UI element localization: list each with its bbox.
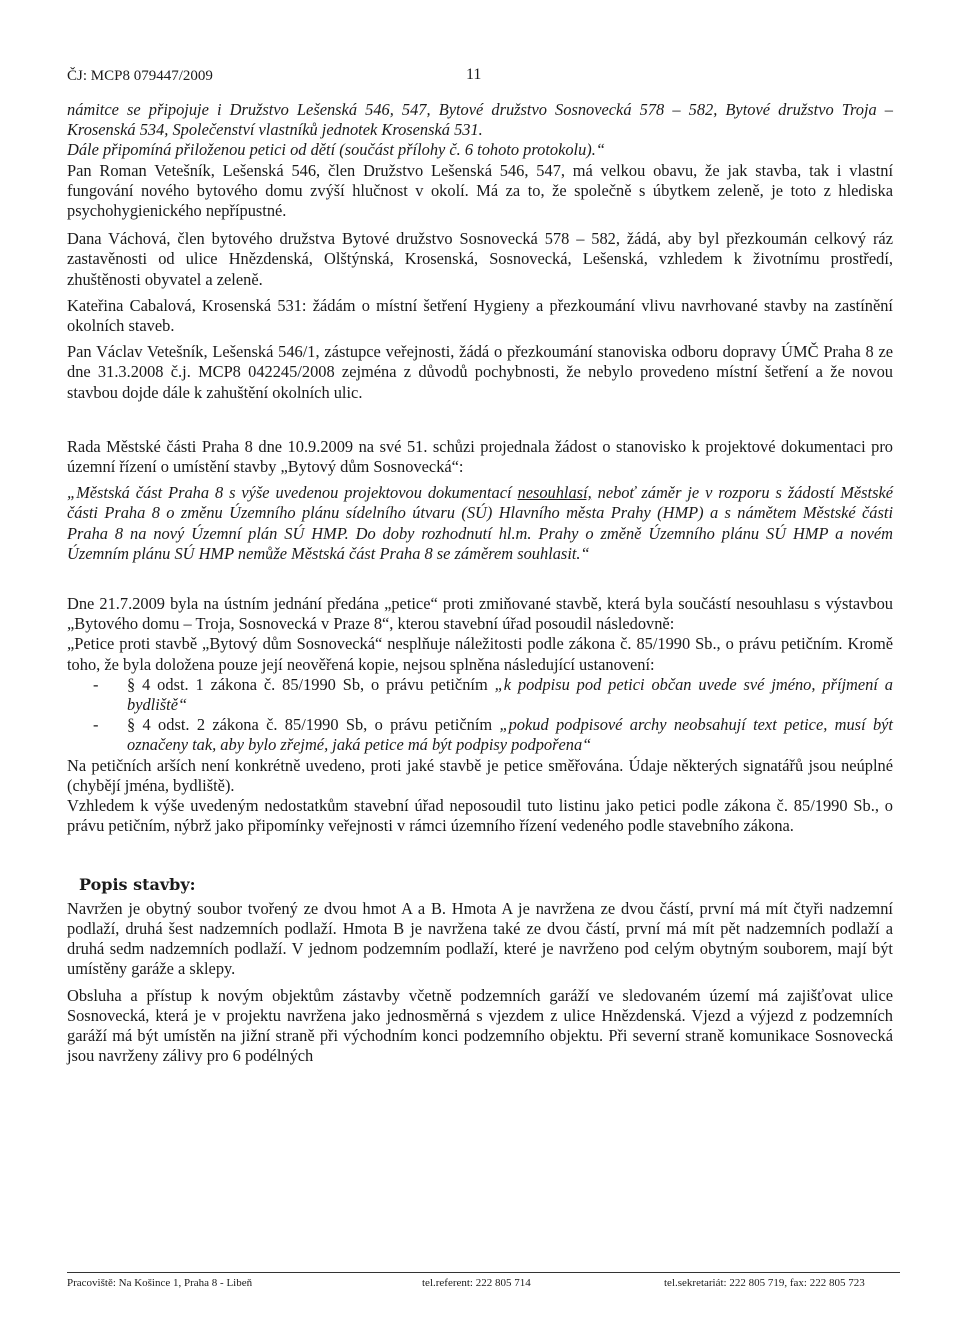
list-dash: - (93, 674, 99, 694)
list-dash: - (93, 715, 99, 735)
list-item (93, 675, 893, 715)
page-number: 11 (466, 66, 482, 83)
section-heading: Popis stavby: (79, 874, 196, 894)
paragraph: Kateřina Cabalová, Krosenská 531: žádám o místní šetření Hygieny a přezkoumání vlivu navrhované stavby na zastínění okolních staveb. (67, 295, 893, 336)
list-item-text: § 4 odst. 2 zákona č. 85/1990 Sb, o právu petičním „pokud podpisové archy neobsahují text petice, musí být označeny tak, aby bylo zřejmé, jaká petice má být podpisy podpořena“ (127, 715, 893, 755)
footer-tel-secretariat: tel.sekretariát: 222 805 719, fax: 222 805 723 (664, 1277, 865, 1289)
paragraph: Dana Váchová, člen bytového družstva Bytové družstvo Sosnovecká 578 – 582, žádá, aby byl přezkoumán celkový ráz zastavěnosti od ulice Hnězdenská, Olštýnská, Krosenská, Sosnovecká, Lešenská, vzhledem k životnímu prostředí, zhuštěnosti obyvatel a zeleně. (67, 229, 893, 289)
paragraph: Pan Václav Vetešník, Lešenská 546/1, zástupce veřejnosti, žádá o přezkoumání stanoviska odboru dopravy ÚMČ Praha 8 ze dne 31.3.2008 č.j. MCP8 042245/2008 zejména z důvodů pochybnosti, že nebylo provedeno místní šetření a že novou stavbou dojde dále k zahuštění okolních ulic. (67, 342, 893, 402)
council-statement (67, 483, 893, 564)
paragraph: „Petice proti stavbě „Bytový dům Sosnovecká“ nesplňuje náležitosti podle zákona č. 85/1990 Sb., o právu petičním. Kromě toho, že byla doložena pouze její neověřená kopie, nejsou splněna následující ustanovení: (67, 634, 893, 674)
list-item (93, 715, 893, 755)
paragraph: Dne 21.7.2009 byla na ústním jednání předána „petice“ proti zmiňované stavbě, která byla součástí nesouhlasu s výstavbou „Bytového domu – Troja, Sosnovecká v Praze 8“, kterou stavební úřad posoudil následovně: (67, 594, 893, 634)
paragraph: Obsluha a přístup k novým objektům zástavby včetně podzemních garáží ve sledovaném území má zajišťovat ulice Sosnovecká, která je v projektu navržena jako jednosměrná s vjezdem z ulice Hnězdenská. Vjezd a výjezd z podzemních garáží má být umístěn na jižní straně při východním konci podzemního objektu. Při severní straně komunikace Sosnovecká jsou navrženy zálivy pro 6 podélných (67, 985, 893, 1066)
footer-workplace: Pracoviště: Na Košince 1, Praha 8 - Libeň (67, 1277, 253, 1289)
statement-text: „Městská část Praha 8 s výše uvedenou projektovou dokumentací (67, 483, 518, 503)
list-item-text: § 4 odst. 1 zákona č. 85/1990 Sb, o právu petičním „k podpisu pod petici občan uvede své jméno, příjmení a bydliště“ (127, 674, 893, 715)
paragraph: Vzhledem k výše uvedeným nedostatkům stavební úřad neposoudil tuto listinu jako petici podle zákona č. 85/1990 Sb., o právu petičním, nýbrž jako připomínky veřejnosti v rámci územního řízení vedeného podle stavebního zákona. (67, 796, 893, 836)
paragraph: Pan Roman Vetešník, Lešenská 546, člen Družstvo Lešenská 546, 547, má velkou obavu, že jak stavba, tak i vlastní fungování nového bytového domu zvýší hlučnost v okolí. Má za to, že společně s úbytkem zeleně, je toto z hlediska psychohygienického nepřípustné. (67, 160, 893, 221)
footer-divider (67, 1272, 900, 1273)
paragraph: Navržen je obytný soubor tvořený ze dvou hmot A a B. Hmota A je navržena ze dvou částí, první má mít čtyři nadzemní podlaží, druhá šest nadzemních podlaží. Hmota B je navržena také ze dvou částí, první má mít pět nadzemních podlaží a druhá sedm nadzemních podlaží. V jednom podzemním podlaží, které je navrženo pod celým obytným souborem, mají být umístěny garáže a sklepy. (67, 898, 893, 979)
document-body (67, 100, 893, 1066)
paragraph: námitce se připojuje i Družstvo Lešenská 546, 547, Bytové družstvo Sosnovecká 578 – 582, Bytové družstvo Troja – Krosenská 534, Společenství vlastníků jednotek Krosenská 531. (67, 100, 893, 140)
paragraph: Na petičních arších není konkrétně uvedeno, proti jaké stavbě je petice směřována. Údaje některých signatářů jsou neúplné (chybějí jména, bydliště). (67, 755, 893, 795)
paragraph: Rada Městské části Praha 8 dne 10.9.2009 na své 51. schůzi projednala žádost o stanovisko k projektové dokumentaci pro územní řízení o umístění stavby „Bytový dům Sosnovecká“: (67, 436, 893, 477)
paragraph: Dále připomíná přiloženou petici od dětí (součást přílohy č. 6 tohoto protokolu).“ (67, 140, 605, 160)
footer-tel-referent: tel.referent: 222 805 714 (422, 1277, 531, 1289)
statement-underlined: nesouhlasí, (517, 483, 592, 503)
document-reference: ČJ: MCP8 079447/2009 (67, 68, 213, 84)
statement-text: neboť záměr je v rozporu s žádostí Městské části Praha 8 o změnu Územního plánu sídelního útvaru (SÚ) Hlavního města Prahy (HMP) a s námětem Městské části Praha 8 na nový Územní plán SÚ HMP. Do doby rozhodnutí hl.m. Prahy o změně Územního plánu SÚ HMP a novém Územním plánu SÚ HMP nemůže Městská část Praha 8 se záměrem souhlasit.“ (67, 483, 893, 563)
